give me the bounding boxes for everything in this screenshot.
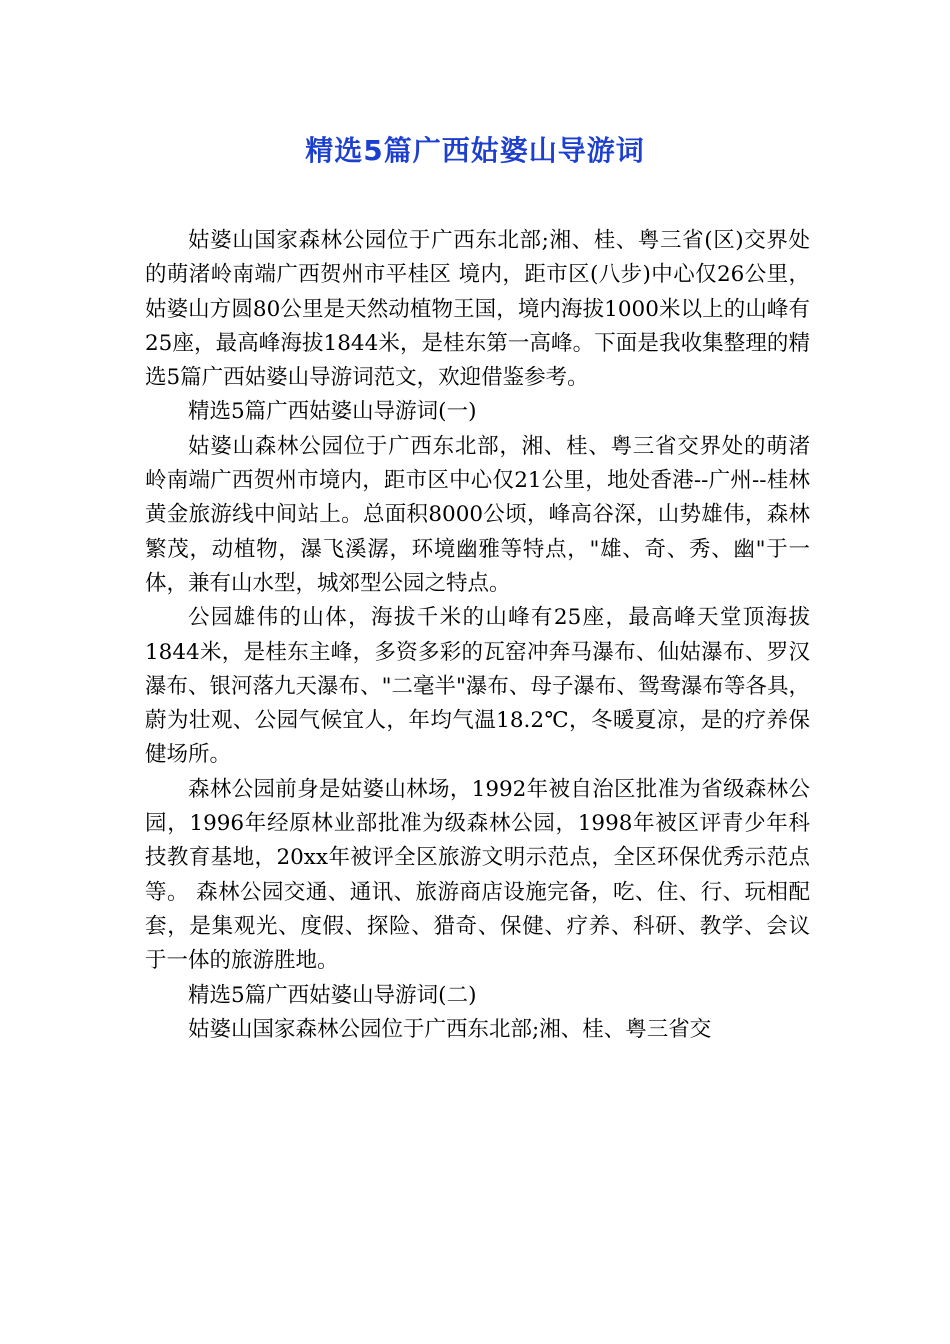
paragraph-continued: 姑婆山国家森林公园位于广西东北部;湘、桂、粤三省交: [188, 1016, 712, 1042]
section-heading-2: 精选5篇广西姑婆山导游词(二): [188, 982, 477, 1008]
document-body: [145, 224, 810, 1047]
paragraph-scenery: 公园雄伟的山体，海拔千米的山峰有25座，最高峰天堂顶海拔1844米，是桂东主峰，多资多彩的瓦窑冲奔马瀑布、仙姑瀑布、罗汉瀑布、银河落九天瀑布、"二毫半"瀑布、母子瀑布、鸳鸯瀑布等各具，蔚为壮观、公园气候宜人，年均气温18.2℃，冬暖夏凉，是的疗养保健场所。: [145, 605, 810, 768]
paragraph-history: 森林公园前身是姑婆山林场，1992年被自治区批准为省级森林公园，1996年经原林业部批准为级森林公园，1998年被区评青少年科技教育基地，20xx年被评全区旅游文明示范点，全区环保优秀示范点等。 森林公园交通、通讯、旅游商店设施完备，吃、住、行、玩相配套，是集观光、度假、探险、猎奇、保健、疗养、科研、教学、会议于一体的旅游胜地。: [145, 776, 810, 974]
paragraph-location: 姑婆山森林公园位于广西东北部，湘、桂、粤三省交界处的萌渚岭南端广西贺州市境内，距市区中心仅21公里，地处香港--广州--桂林黄金旅游线中间站上。总面积8000公顷，峰高谷深，山势雄伟，森林繁茂，动植物，瀑飞溪潺，环境幽雅等特点，"雄、奇、秀、幽"于一体，兼有山水型，城郊型公园之特点。: [145, 433, 810, 596]
document-title: 精选5篇广西姑婆山导游词: [305, 134, 645, 167]
section-heading-1: 精选5篇广西姑婆山导游词(一): [188, 399, 477, 425]
intro-paragraph: 姑婆山国家森林公园位于广西东北部;湘、桂、粤三省(区)交界处的萌渚岭南端广西贺州市平桂区 境内，距市区(八步)中心仅26公里，姑婆山方圆80公里是天然动植物王国，境内海拔1000米以上的山峰有25座，最高峰海拔1844米，是桂东第一高峰。下面是我收集整理的精选5篇广西姑婆山导游词范文，欢迎借鉴参考。: [145, 228, 810, 391]
